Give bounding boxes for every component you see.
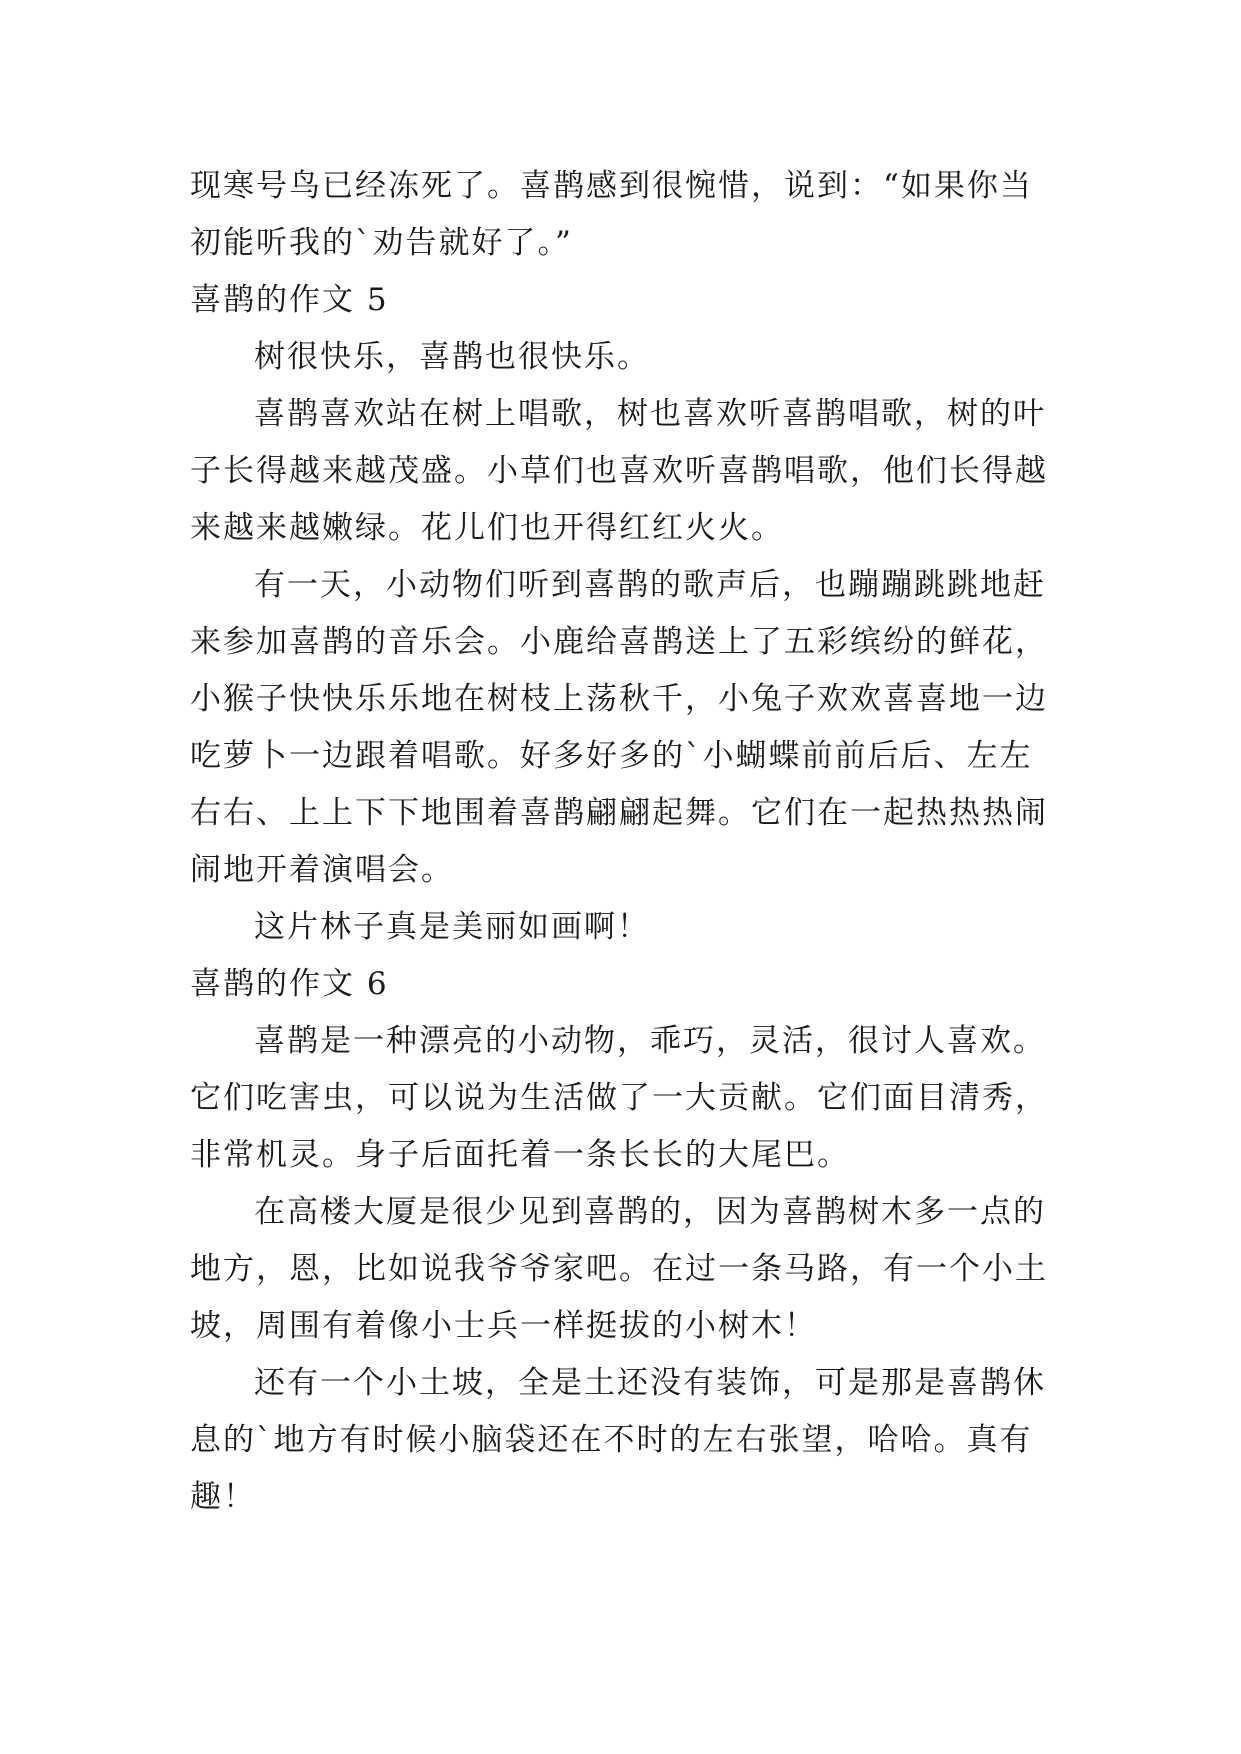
section-heading: 喜鹊的作文 5 — [190, 282, 389, 318]
paragraph: 现寒号鸟已经冻死了。喜鹊感到很惋惜，说到：“如果你当初能听我的`劝告就好了。” — [190, 168, 1033, 261]
paragraph: 树很快乐，喜鹊也很快乐。 — [254, 339, 650, 375]
paragraph: 在高楼大厦是很少见到喜鹊的，因为喜鹊树木多一点的地方，恩，比如说我爷爷家吧。在过一条马路，有一个小土坡，周围有着像小士兵一样挺拔的小树木！ — [190, 1194, 1048, 1344]
paragraph: 这片林子真是美丽如画啊！ — [254, 909, 650, 945]
paragraph: 喜鹊是一种漂亮的小动物，乖巧，灵活，很讨人喜欢。它们吃害虫，可以说为生活做了一大贡献。它们面目清秀，非常机灵。身子后面托着一条长长的大尾巴。 — [190, 1023, 1048, 1173]
paragraph: 喜鹊喜欢站在树上唱歌，树也喜欢听喜鹊唱歌，树的叶子长得越来越茂盛。小草们也喜欢听喜鹊唱歌，他们长得越来越来越嫩绿。花儿们也开得红红火火。 — [190, 396, 1048, 546]
document-body — [190, 158, 1060, 1526]
section-heading: 喜鹊的作文 6 — [190, 966, 389, 1002]
paragraph: 有一天，小动物们听到喜鹊的歌声后，也蹦蹦跳跳地赶来参加喜鹊的音乐会。小鹿给喜鹊送上了五彩缤纷的鲜花，小猴子快快乐乐地在树枝上荡秋千，小兔子欢欢喜喜地一边吃萝卜一边跟着唱歌。好多好多的`小蝴蝶前前后后、左左右右、上上下下地围着喜鹊翩翩起舞。它们在一起热热热闹闹地开着演唱会。 — [190, 567, 1048, 888]
paragraph: 还有一个小土坡，全是土还没有装饰，可是那是喜鹊休息的`地方有时候小脑袋还在不时的左右张望，哈哈。真有趣！ — [190, 1365, 1046, 1515]
